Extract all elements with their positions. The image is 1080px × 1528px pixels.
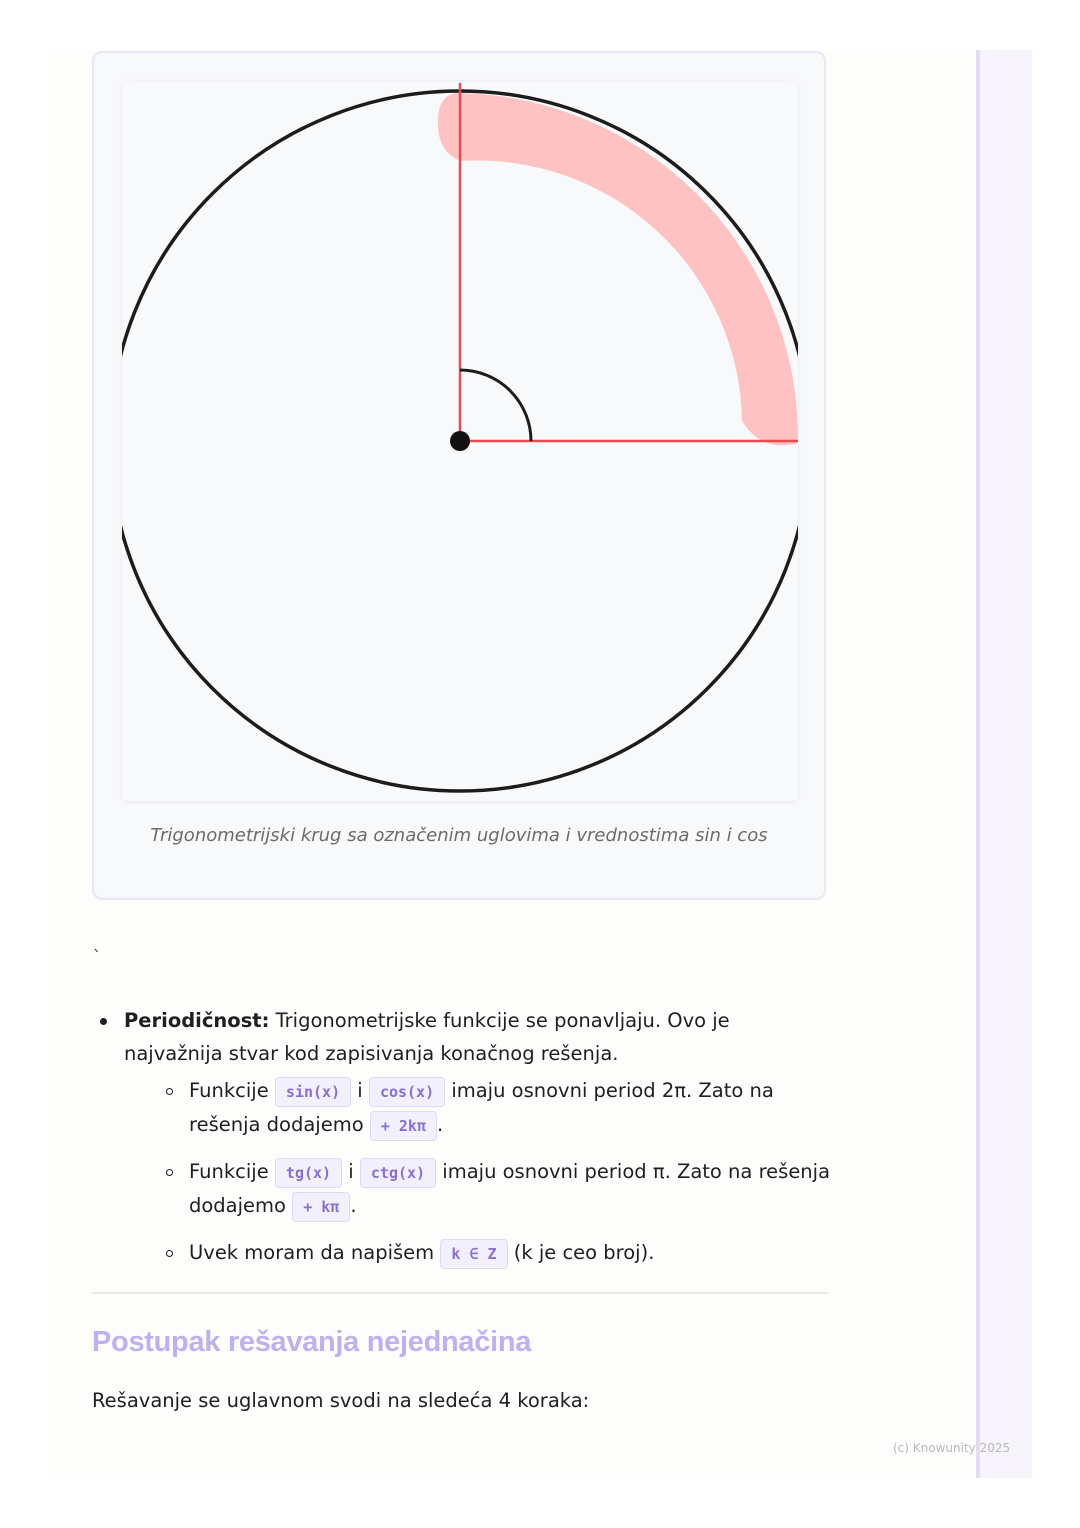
sub-bullet-ring bbox=[166, 1169, 173, 1176]
sub-list bbox=[124, 1074, 832, 1270]
center-point bbox=[450, 431, 470, 451]
code-ctg: ctg(x) bbox=[360, 1158, 436, 1188]
sub-text: . bbox=[350, 1194, 357, 1217]
bullet-list bbox=[92, 1004, 832, 1283]
sub-text: Funkcije bbox=[189, 1160, 275, 1183]
sub-text: imaju osnovni period π. Zato na rešenja dodajemo bbox=[189, 1160, 831, 1217]
code-kpi: + kπ bbox=[292, 1192, 350, 1222]
code-cos: cos(x) bbox=[369, 1077, 445, 1107]
sub-text: i bbox=[342, 1160, 360, 1183]
sub-item-tg-ctg bbox=[156, 1155, 832, 1223]
footer-copyright: (c) Knowunity 2025 bbox=[893, 1441, 1011, 1455]
sub-item-sin-cos bbox=[156, 1074, 832, 1142]
sub-text: i bbox=[351, 1079, 369, 1102]
sub-text: (k je ceo broj). bbox=[507, 1241, 655, 1264]
bullet-term: Periodičnost: bbox=[124, 1009, 270, 1032]
figure-card bbox=[92, 51, 826, 900]
sub-text: imaju osnovni period 2π. Zato na rešenja dodajemo bbox=[189, 1079, 774, 1136]
sub-bullet-ring bbox=[166, 1088, 173, 1095]
code-tg: tg(x) bbox=[275, 1158, 342, 1188]
bullet-dot bbox=[100, 1018, 107, 1025]
sub-bullet-ring bbox=[166, 1250, 173, 1257]
side-panel bbox=[976, 50, 1032, 1478]
bullet-text: Trigonometrijske funkcije se ponavljaju. Ovo je najvažnija stvar kod zapisivanja konačnog rešenja. bbox=[124, 1009, 730, 1065]
sub-text: . bbox=[437, 1113, 444, 1136]
highlight-band bbox=[438, 93, 798, 445]
unit-circle-figure bbox=[122, 81, 798, 801]
figure-caption: Trigonometrijski krug sa označenim uglovima i vrednostima sin i cos bbox=[150, 825, 768, 846]
code-k-in-z: k ∈ Z bbox=[440, 1239, 507, 1269]
code-2kpi: + 2kπ bbox=[370, 1111, 437, 1141]
sub-text: Uvek moram da napišem bbox=[189, 1241, 441, 1264]
section-intro: Rešavanje se uglavnom svodi na sledeća 4 koraka: bbox=[92, 1389, 590, 1412]
stray-mark: ` bbox=[93, 947, 101, 966]
sub-item-k-integer bbox=[156, 1236, 832, 1270]
sub-text: Funkcije bbox=[189, 1079, 275, 1102]
section-divider bbox=[92, 1292, 828, 1294]
unit-circle-drawing bbox=[122, 81, 798, 801]
angle-arc bbox=[460, 370, 531, 441]
section-heading: Postupak rešavanja nejednačina bbox=[92, 1326, 532, 1358]
bullet-periodicity bbox=[92, 1004, 832, 1270]
code-sin: sin(x) bbox=[275, 1077, 351, 1107]
